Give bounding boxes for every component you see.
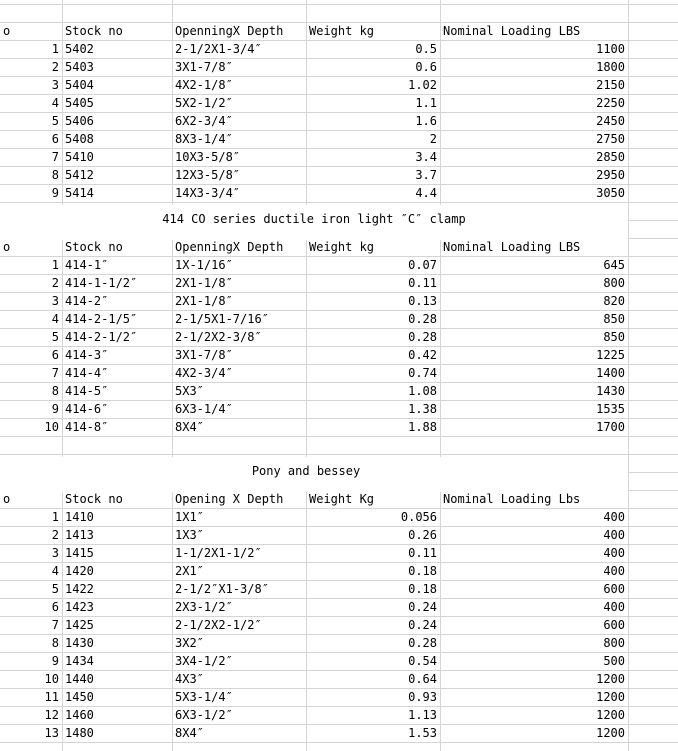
gridline-horizontal xyxy=(0,400,678,401)
cell-weight[interactable]: 2 xyxy=(429,132,437,146)
cell-weight[interactable]: 0.28 xyxy=(408,312,437,326)
header-cell-nominal-loading[interactable]: Nominal Loading LBS xyxy=(443,240,581,254)
cell-nominal-loading[interactable]: 1430 xyxy=(596,384,625,398)
table-row xyxy=(0,580,678,598)
cell-nominal-loading[interactable]: 600 xyxy=(603,618,625,632)
cell-opening-depth[interactable]: 8X3-1/4″ xyxy=(175,132,233,146)
cell-opening-depth[interactable]: 3X1-7/8″ xyxy=(175,60,233,74)
gridline-horizontal xyxy=(0,706,678,707)
cell-no[interactable]: 2 xyxy=(51,528,59,542)
cell-stock-no[interactable]: 1460 xyxy=(65,708,94,722)
cell-stock-no[interactable]: 414-2″ xyxy=(65,294,109,308)
cell-nominal-loading[interactable]: 400 xyxy=(603,564,625,578)
cell-opening-depth[interactable]: 3X4-1/2″ xyxy=(175,654,233,668)
cell-weight[interactable]: 0.42 xyxy=(408,348,437,362)
cell-opening-depth[interactable]: 6X3-1/4″ xyxy=(175,402,233,416)
cell-stock-no[interactable]: 1480 xyxy=(65,726,94,740)
cell-stock-no[interactable]: 1425 xyxy=(65,618,94,632)
header-cell-stock-no[interactable]: Stock no xyxy=(65,240,123,254)
header-cell-weight[interactable]: Weight Kg xyxy=(309,492,375,506)
gridline-horizontal xyxy=(0,634,678,635)
cell-opening-depth[interactable]: 1-1/2X1-1/2″ xyxy=(175,546,262,560)
cell-opening-depth[interactable]: 1X-1/16″ xyxy=(175,258,233,272)
table-row xyxy=(0,526,678,544)
cell-weight[interactable]: 3.4 xyxy=(415,150,437,164)
cell-opening-depth[interactable]: 12X3-5/8″ xyxy=(175,168,241,182)
table-row xyxy=(0,94,678,112)
cell-stock-no[interactable]: 1420 xyxy=(65,564,94,578)
gridline-horizontal xyxy=(0,688,678,689)
gridline-horizontal xyxy=(0,670,678,671)
cell-opening-depth[interactable]: 2X1″ xyxy=(175,564,204,578)
cell-no[interactable]: 10 xyxy=(44,672,59,686)
cell-stock-no[interactable]: 1423 xyxy=(65,600,94,614)
header-cell-weight[interactable]: Weight kg xyxy=(309,240,375,254)
cell-nominal-loading[interactable]: 1800 xyxy=(596,60,625,74)
cell-no[interactable]: 2 xyxy=(51,276,59,290)
cell-stock-no[interactable]: 414-6″ xyxy=(65,402,109,416)
gridline-horizontal xyxy=(0,58,678,59)
gridline-horizontal xyxy=(0,724,678,725)
cell-no[interactable]: 4 xyxy=(51,96,59,110)
cell-no[interactable]: 11 xyxy=(44,690,59,704)
cell-opening-depth[interactable]: 2X3-1/2″ xyxy=(175,600,233,614)
cell-stock-no[interactable]: 5404 xyxy=(65,78,94,92)
cell-opening-depth[interactable]: 3X1-7/8″ xyxy=(175,348,233,362)
table-row xyxy=(0,40,678,58)
cell-weight[interactable]: 1.53 xyxy=(408,726,437,740)
gridline-horizontal xyxy=(0,202,678,203)
table-row xyxy=(0,616,678,634)
cell-weight[interactable]: 0.28 xyxy=(408,636,437,650)
cell-nominal-loading[interactable]: 820 xyxy=(603,294,625,308)
cell-opening-depth[interactable]: 10X3-5/8″ xyxy=(175,150,241,164)
cell-opening-depth[interactable]: 14X3-3/4″ xyxy=(175,186,241,200)
cell-nominal-loading[interactable]: 1400 xyxy=(596,366,625,380)
cell-stock-no[interactable]: 414-4″ xyxy=(65,366,109,380)
gridline-horizontal xyxy=(0,544,678,545)
cell-nominal-loading[interactable]: 2750 xyxy=(596,132,625,146)
cell-weight[interactable]: 0.64 xyxy=(408,672,437,686)
cell-nominal-loading[interactable]: 2150 xyxy=(596,78,625,92)
cell-weight[interactable]: 0.26 xyxy=(408,528,437,542)
table-row xyxy=(0,112,678,130)
cell-opening-depth[interactable]: 2-1/2X1-3/4″ xyxy=(175,42,262,56)
gridline-horizontal xyxy=(0,436,678,437)
cell-opening-depth[interactable]: 3X2″ xyxy=(175,636,204,650)
cell-weight[interactable]: 1.08 xyxy=(408,384,437,398)
cell-no[interactable]: 7 xyxy=(51,150,59,164)
cell-stock-no[interactable]: 5412 xyxy=(65,168,94,182)
table-row xyxy=(0,418,678,436)
section-title-pony-bessey[interactable]: Pony and bessey xyxy=(251,464,361,478)
cell-no[interactable]: 3 xyxy=(51,294,59,308)
cell-nominal-loading[interactable]: 1200 xyxy=(596,726,625,740)
cell-weight[interactable]: 1.88 xyxy=(408,420,437,434)
gridline-horizontal xyxy=(0,382,678,383)
cell-nominal-loading[interactable]: 3050 xyxy=(596,186,625,200)
cell-nominal-loading[interactable]: 2450 xyxy=(596,114,625,128)
table-row xyxy=(0,598,678,616)
cell-nominal-loading[interactable]: 645 xyxy=(603,258,625,272)
cell-opening-depth[interactable]: 2-1/2X2-1/2″ xyxy=(175,618,262,632)
table-row xyxy=(0,58,678,76)
cell-stock-no[interactable]: 414-1″ xyxy=(65,258,109,272)
gridline-horizontal xyxy=(0,346,678,347)
cell-nominal-loading[interactable]: 1200 xyxy=(596,690,625,704)
gridline-horizontal xyxy=(0,454,678,455)
gridline-horizontal xyxy=(0,130,678,131)
cell-opening-depth[interactable]: 5X2-1/2″ xyxy=(175,96,233,110)
cell-no[interactable]: 3 xyxy=(51,546,59,560)
table-row xyxy=(0,688,678,706)
gridline-horizontal xyxy=(0,742,678,743)
table-row xyxy=(0,148,678,166)
gridline-horizontal xyxy=(0,256,678,257)
cell-opening-depth[interactable]: 4X2-3/4″ xyxy=(175,366,233,380)
gridline-horizontal xyxy=(0,148,678,149)
cell-weight[interactable]: 1.6 xyxy=(415,114,437,128)
table-row xyxy=(0,544,678,562)
gridline-horizontal xyxy=(0,580,678,581)
cell-stock-no[interactable]: 414-2-1/5″ xyxy=(65,312,138,326)
gridline-horizontal xyxy=(0,184,678,185)
gridline-horizontal xyxy=(0,652,678,653)
table-row xyxy=(0,166,678,184)
cell-stock-no[interactable]: 414-5″ xyxy=(65,384,109,398)
table-row xyxy=(0,130,678,148)
gridline-vertical xyxy=(172,0,173,751)
cell-opening-depth[interactable]: 5X3-1/4″ xyxy=(175,690,233,704)
cell-weight[interactable]: 1.13 xyxy=(408,708,437,722)
cell-weight[interactable]: 0.18 xyxy=(408,582,437,596)
cell-nominal-loading[interactable]: 800 xyxy=(603,276,625,290)
cell-nominal-loading[interactable]: 500 xyxy=(603,654,625,668)
gridline-vertical xyxy=(62,0,63,751)
cell-opening-depth[interactable]: 8X4″ xyxy=(175,420,204,434)
header-cell-stock-no[interactable]: Stock no xyxy=(65,24,123,38)
cell-no[interactable]: 5 xyxy=(51,330,59,344)
cell-no[interactable]: 12 xyxy=(44,708,59,722)
cell-no[interactable]: 1 xyxy=(51,510,59,524)
cell-nominal-loading[interactable]: 400 xyxy=(603,510,625,524)
cell-stock-no[interactable]: 1434 xyxy=(65,654,94,668)
cell-opening-depth[interactable]: 5X3″ xyxy=(175,384,204,398)
header-row xyxy=(0,22,678,40)
table-row xyxy=(0,292,678,310)
cell-weight[interactable]: 0.11 xyxy=(408,276,437,290)
cell-nominal-loading[interactable]: 2950 xyxy=(596,168,625,182)
cell-stock-no[interactable]: 414-3″ xyxy=(65,348,109,362)
header-cell-no[interactable]: o xyxy=(3,240,11,254)
cell-no[interactable]: 8 xyxy=(51,168,59,182)
table-row xyxy=(0,346,678,364)
cell-opening-depth[interactable]: 1X1″ xyxy=(175,510,204,524)
cell-stock-no[interactable]: 414-2-1/2″ xyxy=(65,330,138,344)
header-cell-nominal-loading[interactable]: Nominal Loading LBS xyxy=(443,24,581,38)
cell-nominal-loading[interactable]: 1200 xyxy=(596,708,625,722)
cell-nominal-loading[interactable]: 800 xyxy=(603,636,625,650)
header-cell-opening-depth[interactable]: Opening X Depth xyxy=(175,492,284,506)
cell-weight[interactable]: 0.13 xyxy=(408,294,437,308)
gridline-horizontal xyxy=(0,526,678,527)
cell-opening-depth[interactable]: 2X1-1/8″ xyxy=(175,276,233,290)
cell-weight[interactable]: 1.1 xyxy=(415,96,437,110)
gridline-horizontal xyxy=(0,328,678,329)
cell-no[interactable]: 7 xyxy=(51,618,59,632)
cell-nominal-loading[interactable]: 850 xyxy=(603,330,625,344)
table-row xyxy=(0,724,678,742)
cell-no[interactable]: 4 xyxy=(51,564,59,578)
gridline-horizontal xyxy=(0,94,678,95)
table-row xyxy=(0,706,678,724)
cell-weight[interactable]: 0.93 xyxy=(408,690,437,704)
cell-stock-no[interactable]: 5402 xyxy=(65,42,94,56)
cell-opening-depth[interactable]: 2X1-1/8″ xyxy=(175,294,233,308)
cell-stock-no[interactable]: 414-8″ xyxy=(65,420,109,434)
gridline-horizontal xyxy=(0,112,678,113)
cell-opening-depth[interactable]: 2-1/2X2-3/8″ xyxy=(175,330,262,344)
header-cell-nominal-loading[interactable]: Nominal Loading Lbs xyxy=(443,492,581,506)
cell-nominal-loading[interactable]: 1100 xyxy=(596,42,625,56)
table-row xyxy=(0,652,678,670)
gridline-horizontal xyxy=(0,310,678,311)
table-row xyxy=(0,364,678,382)
cell-stock-no[interactable]: 1410 xyxy=(65,510,94,524)
cell-nominal-loading[interactable]: 400 xyxy=(603,528,625,542)
section-title-414-co[interactable]: 414 CO series ductile iron light ″C″ clamp xyxy=(162,212,466,226)
cell-opening-depth[interactable]: 6X3-1/2″ xyxy=(175,708,233,722)
table-row xyxy=(0,274,678,292)
gridline-horizontal xyxy=(0,274,678,275)
cell-opening-depth[interactable]: 4X2-1/8″ xyxy=(175,78,233,92)
table-row xyxy=(0,634,678,652)
cell-nominal-loading[interactable]: 850 xyxy=(603,312,625,326)
gridline-horizontal xyxy=(0,418,678,419)
cell-no[interactable]: 9 xyxy=(51,402,59,416)
cell-no[interactable]: 1 xyxy=(51,42,59,56)
table-row xyxy=(0,256,678,274)
cell-no[interactable]: 9 xyxy=(51,654,59,668)
cell-stock-no[interactable]: 5414 xyxy=(65,186,94,200)
cell-no[interactable]: 6 xyxy=(51,600,59,614)
header-cell-stock-no[interactable]: Stock no xyxy=(65,492,123,506)
cell-stock-no[interactable]: 1440 xyxy=(65,672,94,686)
cell-weight[interactable]: 3.7 xyxy=(415,168,437,182)
cell-weight[interactable]: 0.6 xyxy=(415,60,437,74)
gridline-horizontal xyxy=(0,76,678,77)
gridline-horizontal xyxy=(0,562,678,563)
cell-weight[interactable]: 0.74 xyxy=(408,366,437,380)
gridline-horizontal xyxy=(0,292,678,293)
cell-stock-no[interactable]: 1430 xyxy=(65,636,94,650)
cell-nominal-loading[interactable]: 2850 xyxy=(596,150,625,164)
cell-nominal-loading[interactable]: 400 xyxy=(603,546,625,560)
gridline-horizontal xyxy=(0,508,678,509)
cell-stock-no[interactable]: 1450 xyxy=(65,690,94,704)
cell-weight[interactable]: 0.07 xyxy=(408,258,437,272)
cell-nominal-loading[interactable]: 1535 xyxy=(596,402,625,416)
cell-stock-no[interactable]: 1415 xyxy=(65,546,94,560)
cell-no[interactable]: 8 xyxy=(51,384,59,398)
table-row xyxy=(0,670,678,688)
cell-stock-no[interactable]: 1413 xyxy=(65,528,94,542)
header-cell-opening-depth[interactable]: OpenningX Depth xyxy=(175,24,284,38)
table-row xyxy=(0,562,678,580)
header-cell-no[interactable]: o xyxy=(3,492,11,506)
header-row xyxy=(0,238,678,256)
table-row xyxy=(0,76,678,94)
table-row xyxy=(0,184,678,202)
cell-no[interactable]: 5 xyxy=(51,582,59,596)
gridline-horizontal xyxy=(0,364,678,365)
cell-no[interactable]: 4 xyxy=(51,312,59,326)
gridline-vertical xyxy=(628,0,629,751)
cell-weight[interactable]: 1.02 xyxy=(408,78,437,92)
gridline-vertical xyxy=(306,0,307,751)
cell-no[interactable]: 6 xyxy=(51,348,59,362)
cell-stock-no[interactable]: 5408 xyxy=(65,132,94,146)
cell-no[interactable]: 13 xyxy=(44,726,59,740)
cell-no[interactable]: 7 xyxy=(51,366,59,380)
cell-nominal-loading[interactable]: 1200 xyxy=(596,672,625,686)
gridline-horizontal xyxy=(0,598,678,599)
cell-opening-depth[interactable]: 2-1/2″X1-3/8″ xyxy=(175,582,269,596)
table-row xyxy=(0,328,678,346)
cell-no[interactable]: 9 xyxy=(51,186,59,200)
gridline-horizontal xyxy=(0,4,678,5)
cell-no[interactable]: 3 xyxy=(51,78,59,92)
cell-opening-depth[interactable]: 2-1/5X1-7/16″ xyxy=(175,312,269,326)
table-row xyxy=(0,382,678,400)
header-cell-no[interactable]: o xyxy=(3,24,11,38)
cell-stock-no[interactable]: 5406 xyxy=(65,114,94,128)
cell-stock-no[interactable]: 5403 xyxy=(65,60,94,74)
cell-no[interactable]: 5 xyxy=(51,114,59,128)
cell-stock-no[interactable]: 5410 xyxy=(65,150,94,164)
cell-weight[interactable]: 0.28 xyxy=(408,330,437,344)
cell-opening-depth[interactable]: 8X4″ xyxy=(175,726,204,740)
cell-stock-no[interactable]: 5405 xyxy=(65,96,94,110)
gridline-horizontal xyxy=(0,616,678,617)
cell-no[interactable]: 1 xyxy=(51,258,59,272)
cell-weight[interactable]: 4.4 xyxy=(415,186,437,200)
gridline-vertical xyxy=(440,0,441,751)
cell-no[interactable]: 10 xyxy=(44,420,59,434)
cell-opening-depth[interactable]: 4X3″ xyxy=(175,672,204,686)
cell-opening-depth[interactable]: 6X2-3/4″ xyxy=(175,114,233,128)
cell-weight[interactable]: 0.54 xyxy=(408,654,437,668)
table-row xyxy=(0,400,678,418)
header-cell-opening-depth[interactable]: OpenningX Depth xyxy=(175,240,284,254)
cell-opening-depth[interactable]: 1X3″ xyxy=(175,528,204,542)
cell-weight[interactable]: 0.24 xyxy=(408,618,437,632)
cell-no[interactable]: 6 xyxy=(51,132,59,146)
cell-nominal-loading[interactable]: 600 xyxy=(603,582,625,596)
cell-nominal-loading[interactable]: 1225 xyxy=(596,348,625,362)
cell-weight[interactable]: 0.24 xyxy=(408,600,437,614)
cell-weight[interactable]: 1.38 xyxy=(408,402,437,416)
cell-nominal-loading[interactable]: 2250 xyxy=(596,96,625,110)
header-row xyxy=(0,490,678,508)
cell-stock-no[interactable]: 414-1-1/2″ xyxy=(65,276,138,290)
cell-weight[interactable]: 0.11 xyxy=(408,546,437,560)
cell-weight[interactable]: 0.056 xyxy=(400,510,437,524)
cell-weight[interactable]: 0.18 xyxy=(408,564,437,578)
cell-no[interactable]: 8 xyxy=(51,636,59,650)
cell-weight[interactable]: 0.5 xyxy=(415,42,437,56)
gridline-horizontal xyxy=(0,40,678,41)
cell-nominal-loading[interactable]: 1700 xyxy=(596,420,625,434)
cell-nominal-loading[interactable]: 400 xyxy=(603,600,625,614)
gridline-horizontal xyxy=(0,166,678,167)
cell-no[interactable]: 2 xyxy=(51,60,59,74)
header-cell-weight[interactable]: Weight kg xyxy=(309,24,375,38)
table-row xyxy=(0,310,678,328)
table-row xyxy=(0,508,678,526)
cell-stock-no[interactable]: 1422 xyxy=(65,582,94,596)
gridline-horizontal xyxy=(0,22,678,23)
